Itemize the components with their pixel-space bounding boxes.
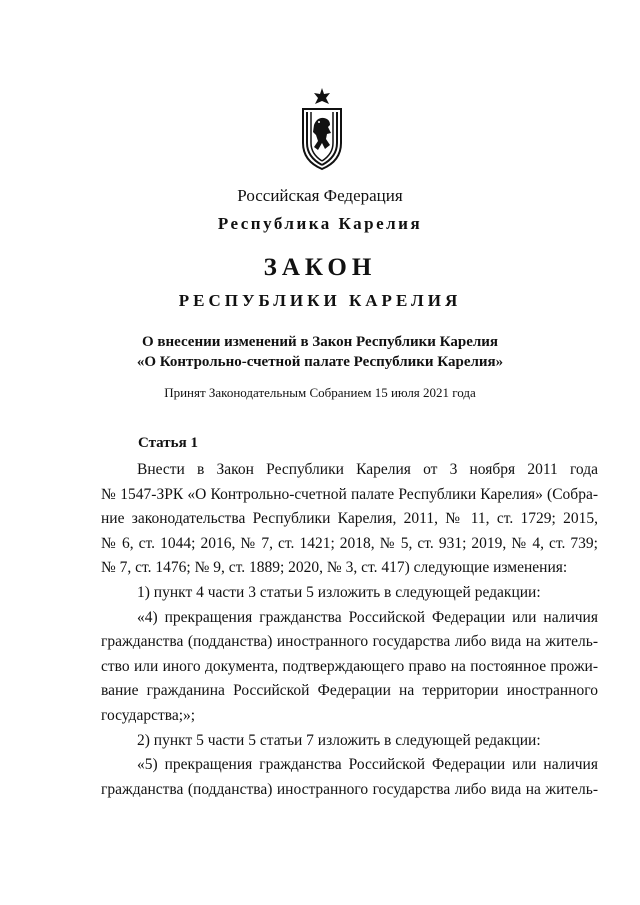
body-line: Внести в Закон Республики Карелия от 3 ноября 2011 года: [137, 461, 598, 478]
body-line: № 6, ст. 1044; 2016, № 7, ст. 1421; 2018, № 5, ст. 931; 2019, № 4, ст. 739;: [101, 534, 598, 552]
body-line: ство или иного документа, подтверждающего право на постоянное прожи-: [101, 657, 598, 675]
body-line: государства;»;: [101, 706, 196, 724]
body-line: ние законодательства Республики Карелия, 2011, № 11, ст. 1729; 2015,: [101, 510, 598, 528]
article-body: [101, 458, 598, 802]
article-heading: Статья 1: [138, 435, 198, 451]
body-line: «5) прекращения гражданства Российской Федерации или наличия: [137, 756, 598, 774]
republic-name: Республика Карелия: [217, 214, 423, 233]
law-about-line-1: О внесении изменений в Закон Республики Карелия: [141, 334, 499, 350]
federation-name: Российская Федерация: [237, 186, 403, 205]
body-line: 2) пункт 5 части 5 статьи 7 изложить в следующей редакции:: [137, 731, 541, 749]
body-line: № 7, ст. 1476; № 9, ст. 1889; 2020, № 3, ст. 417) следующие изменения:: [101, 559, 568, 577]
law-title: ЗАКОН: [263, 254, 377, 281]
body-line: гражданства (подданства) иностранного государства либо вида на житель-: [101, 780, 598, 798]
body-line: вание гражданина Российской Федерации на территории иностранного: [101, 682, 598, 700]
law-about: [0, 332, 640, 372]
law-subtitle: РЕСПУБЛИКИ КАРЕЛИЯ: [178, 291, 462, 310]
karelia-coat-of-arms-icon: [297, 87, 347, 173]
body-line: № 1547-ЗРК «О Контрольно-счетной палате Республики Карелия» (Собра-: [101, 485, 598, 503]
body-line: «4) прекращения гражданства Российской Федерации или наличия: [137, 608, 598, 626]
body-line: 1) пункт 4 части 3 статьи 5 изложить в следующей редакции:: [137, 583, 541, 601]
law-about-line-2: «О Контрольно-счетной палате Республики Карелия»: [136, 354, 504, 370]
body-line: гражданства (подданства) иностранного государства либо вида на житель-: [101, 633, 598, 651]
adoption-note: Принят Законодательным Собранием 15 июля 2021 года: [164, 385, 476, 400]
